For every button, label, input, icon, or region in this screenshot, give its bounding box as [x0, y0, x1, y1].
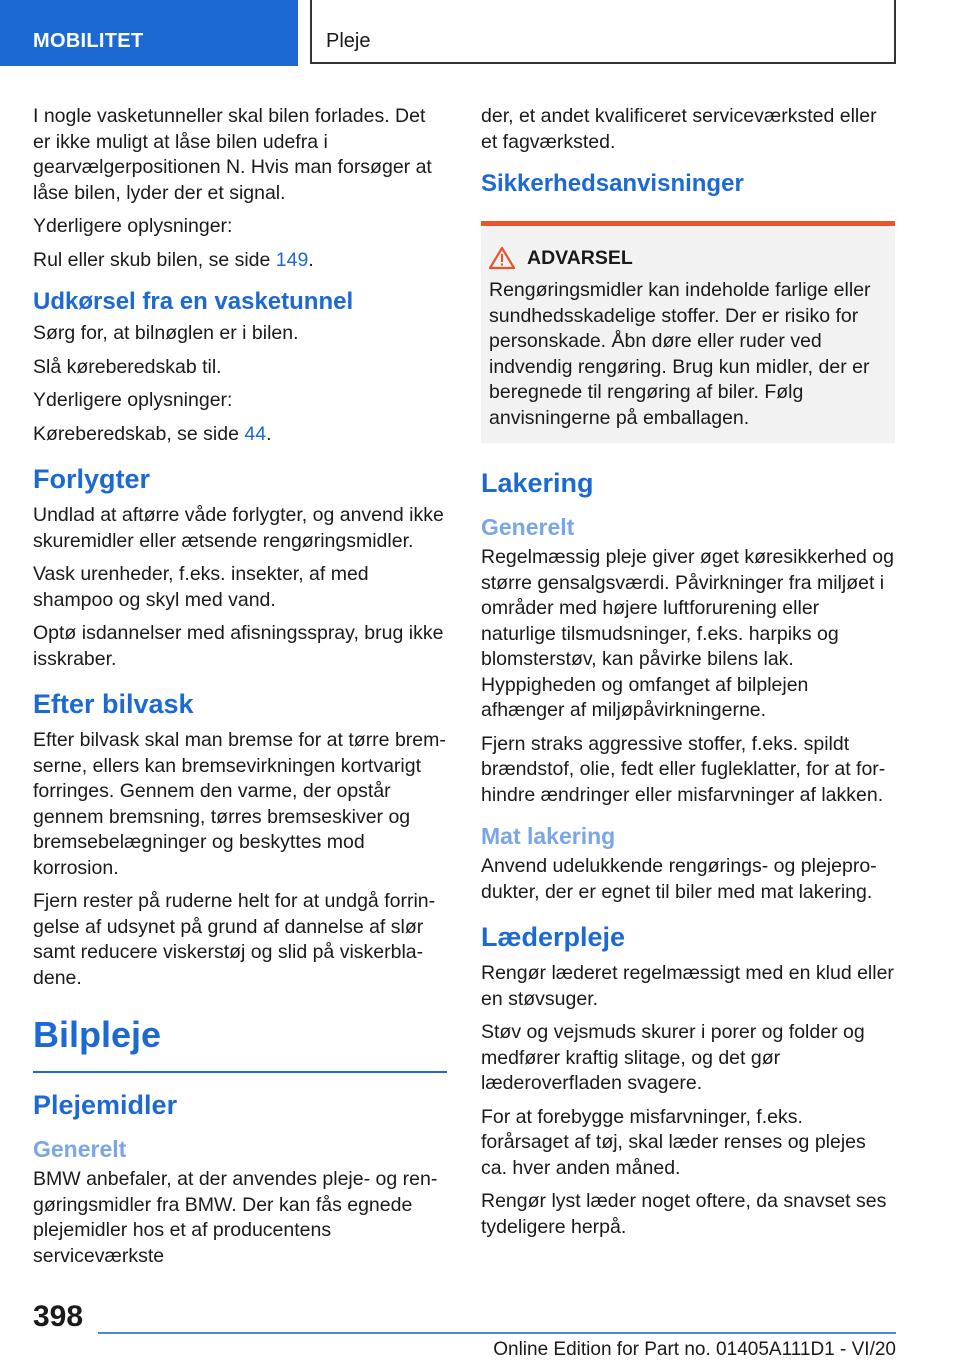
warning-text: Rengøringsmidler kan indeholde farlige eller sundhedsskadelige stoffer. Der er risiko for personskade. Åbn døre eller ruder ved indvendig rengøring. Brug kun midler, der er beregnede til rengøring af biler. Følg anvisningerne på emballagen.	[489, 279, 871, 429]
heading-generelt: Generelt	[481, 514, 575, 540]
paragraph: Regelmæssig pleje giver øget køresikkerhed og større gensalgsværdi. Påvirkninger fra miljøet i områder med højere luftforurening eller naturlige tilsmudsninger, f.eks. harpiks og blomsterstøv, kan påvirke bilens lak. Hyppigheden og omfanget af bilplejen afhænger af miljøpåvirkningerne.	[481, 546, 894, 721]
page-footer	[0, 1290, 960, 1362]
paragraph: Støv og vejsmuds skurer i porer og folder og medfører kraftig slitage, og det gør læderoverfladen svagere.	[481, 1021, 865, 1094]
section-tab: MOBILITET	[0, 0, 298, 66]
heading-generelt: Generelt	[33, 1136, 127, 1162]
left-column	[33, 104, 447, 1277]
paragraph: Anvend udelukkende rengørings- og plejeprodukter, der er egnet til biler med mat lakering.	[481, 855, 877, 903]
paragraph: Yderligere oplysninger:	[33, 389, 233, 411]
paragraph: BMW anbefaler, at der anvendes pleje- og rengøringsmidler fra BMW. Der kan fås egnede plejemidler hos et af producentens serviceværkste	[33, 1168, 438, 1267]
paragraph: Yderligere oplysninger:	[33, 215, 233, 237]
paragraph-text: Køreberedskab, se side	[33, 422, 245, 445]
paragraph-end: .	[266, 422, 272, 445]
heading-efter-bilvask: Efter bilvask	[33, 689, 194, 719]
paragraph: Optø isdannelser med afisningsspray, brug ikke isskraber.	[33, 622, 444, 670]
edition-text: Online Edition for Part no. 01405A111D1 - VI/20	[493, 1339, 896, 1360]
paragraph: Rengør lyst læder noget oftere, da snavset ses tydeligere herpå.	[481, 1190, 887, 1238]
warning-label: ADVARSEL	[527, 246, 633, 269]
heading-forlygter: Forlygter	[33, 464, 151, 494]
paragraph: Undlad at aftørre våde forlygter, og anvend ikke skuremidler eller ætsende rengøringsmidler.	[33, 504, 444, 552]
heading-mat-lakering: Mat lakering	[481, 823, 616, 849]
warning-box	[481, 221, 895, 443]
heading-laederpleje: Læderpleje	[481, 922, 626, 952]
warning-triangle-icon	[489, 246, 515, 270]
heading-lakering: Lakering	[481, 468, 594, 498]
heading-plejemidler: Plejemidler	[33, 1090, 178, 1120]
page-header	[0, 0, 960, 66]
heading-udkorsel: Udkørsel fra en vasketunnel	[33, 288, 354, 315]
page-number: 398	[33, 1300, 84, 1333]
paragraph-end: .	[308, 248, 314, 271]
page-reference-link[interactable]: 149	[275, 248, 309, 271]
paragraph: der, et andet kvalificeret serviceværksted eller et fagværksted.	[481, 105, 877, 153]
paragraph: Rengør læderet regelmæssigt med en klud eller en støvsuger.	[481, 962, 894, 1010]
paragraph: Fjern straks aggressive stoffer, f.eks. spildt brændstof, olie, fedt eller fugleklatter, for at forhindre ændringer eller misfarvninger af lakken.	[481, 732, 886, 806]
heading-rule	[33, 1071, 447, 1073]
paragraph	[33, 248, 447, 274]
paragraph: Slå køreberedskab til.	[33, 355, 222, 378]
paragraph: I nogle vasketunneller skal bilen forlades. Det er ikke muligt at låse bilen udefra i gearvælgerpositionen N. Hvis man forsøger at låse bilen, lyder der et signal.	[33, 105, 432, 204]
paragraph: Efter bilvask skal man bremse for at tørre bremserne, ellers kan bremsevirkningen kortvarigt forringes. Gennem den varme, der opstår gennem bremsning, tørres bremseskiver og bremsebelægninger og beskyttes mod korrosion.	[33, 729, 446, 879]
paragraph: Sørg for, at bilnøglen er i bilen.	[33, 322, 299, 344]
paragraph: Fjern rester på ruderne helt for at undgå forringelse af udsynet på grund af dannelse af slør samt reducere viskerstøj og slid på viskerbladene.	[33, 890, 436, 989]
paragraph	[33, 422, 447, 448]
paragraph: For at forebygge misfarvninger, f.eks. forårsaget af tøj, skal læder renses og plejes ca. hver anden måned.	[481, 1105, 866, 1179]
page-reference-link[interactable]: 44	[244, 422, 267, 445]
warning-header	[489, 246, 887, 270]
paragraph-text: Rul eller skub bilen, se side	[33, 248, 276, 271]
paragraph: Vask urenheder, f.eks. insekter, af med shampoo og skyl med vand.	[33, 563, 369, 611]
right-column	[481, 104, 895, 1248]
heading-bilpleje: Bilpleje	[33, 1014, 162, 1055]
chapter-tab: Pleje	[310, 0, 896, 64]
heading-sikkerhed: Sikkerhedsanvisninger	[481, 170, 744, 197]
